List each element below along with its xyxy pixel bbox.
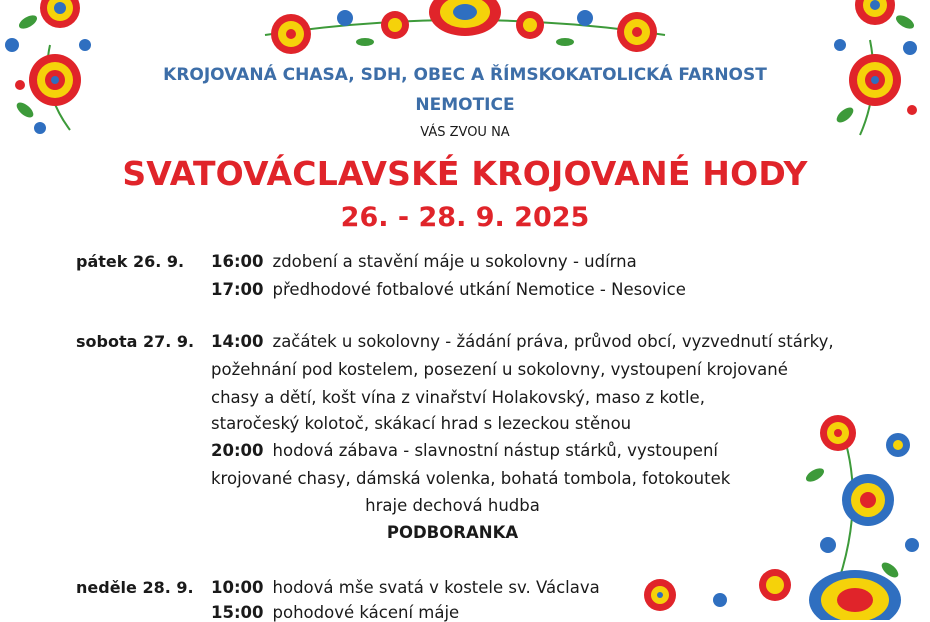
event-dates: 26. - 28. 9. 2025 (340, 202, 590, 233)
event-time: 17:00 (211, 280, 264, 299)
program-item-continuation: staročeský kolotoč, skákací hrad s lezeckou stěnou (211, 414, 632, 433)
invite-text: VÁS ZVOU NA (420, 125, 510, 140)
day-label-sunday: neděle 28. 9. (76, 578, 194, 597)
event-text: pohodové kácení máje (272, 603, 460, 622)
event-text: předhodové fotbalové utkání Nemotice - Nesovice (272, 280, 686, 299)
program-item (211, 441, 718, 460)
organizers-line-2: NEMOTICE (415, 95, 515, 115)
event-text: zdobení a stavění máje u sokolovny - udírna (272, 252, 637, 271)
program-item (211, 332, 834, 351)
program-item (211, 280, 686, 299)
band-name: PODBORANKA (386, 523, 519, 542)
day-label-saturday: sobota 27. 9. (76, 332, 195, 351)
organizers-line-1: KROJOVANÁ CHASA, SDH, OBEC A ŘÍMSKOKATOLICKÁ FARNOST (163, 65, 767, 85)
event-time: 14:00 (211, 332, 264, 351)
program-item (211, 603, 459, 622)
program-item-continuation: chasy a dětí, košt vína z vinařství Holakovský, maso z kotle, (211, 388, 705, 407)
program-item (211, 252, 637, 271)
event-time: 10:00 (211, 578, 264, 597)
event-text: začátek u sokolovny - žádání práva, průvod obcí, vyzvednutí stárky, (272, 332, 834, 351)
program-item-continuation: požehnání pod kostelem, posezení u sokolovny, vystoupení krojované (211, 360, 788, 379)
event-title: SVATOVÁCLAVSKÉ KROJOVANÉ HODY (122, 154, 808, 193)
event-text: hodová mše svatá v kostele sv. Václava (272, 578, 600, 597)
day-label-friday: pátek 26. 9. (76, 252, 185, 271)
folk-ornament-top-center (255, 0, 675, 62)
event-text: hodová zábava - slavnostní nástup stárků, vystoupení (272, 441, 718, 460)
program-item-continuation: krojované chasy, dámská volenka, bohatá tombola, fotokoutek (211, 469, 731, 488)
program-item (211, 578, 600, 597)
event-time: 16:00 (211, 252, 264, 271)
event-time: 20:00 (211, 441, 264, 460)
music-text: hraje dechová hudba (365, 496, 540, 515)
event-time: 15:00 (211, 603, 264, 622)
